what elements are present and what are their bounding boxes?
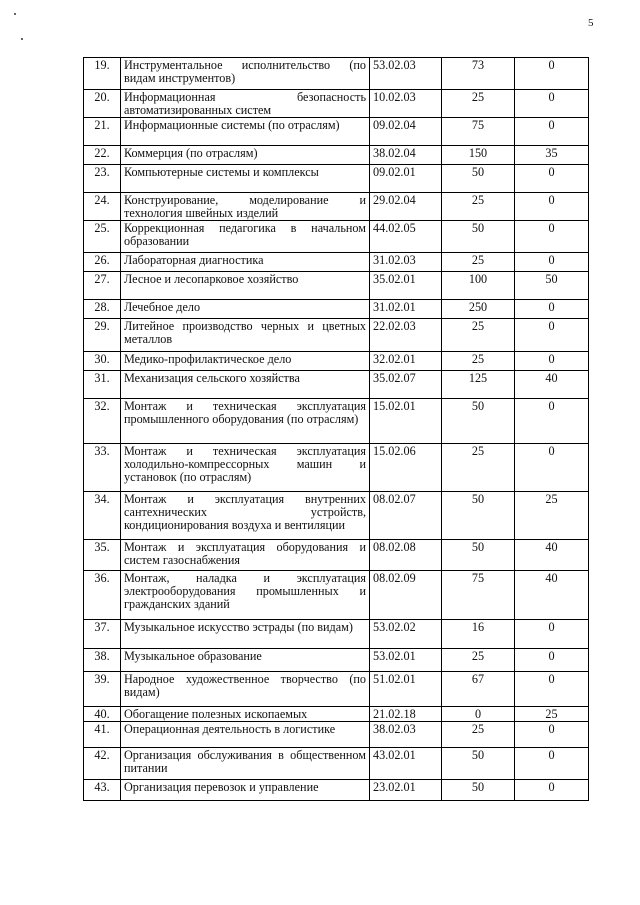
value-column-1: 0: [442, 707, 515, 722]
specialty-code: 53.02.03: [370, 58, 442, 90]
specialty-name: Медико-профилактическое дело: [121, 352, 370, 371]
value-column-2: 35: [515, 146, 589, 165]
value-column-2: 0: [515, 319, 589, 352]
specialty-name: Лечебное дело: [121, 300, 370, 319]
row-number: 42.: [84, 748, 121, 780]
specialty-code: 43.02.01: [370, 748, 442, 780]
specialty-name: Монтаж и техническая эксплуатация промышленного оборудования (по отраслям): [121, 399, 370, 444]
value-column-1: 250: [442, 300, 515, 319]
table-row: [84, 672, 589, 707]
table-row: [84, 707, 589, 722]
row-number: 34.: [84, 492, 121, 540]
value-column-1: 25: [442, 90, 515, 118]
value-column-2: 0: [515, 620, 589, 649]
specialty-code: 08.02.07: [370, 492, 442, 540]
table-row: [84, 722, 589, 748]
value-column-1: 73: [442, 58, 515, 90]
value-column-2: 0: [515, 649, 589, 672]
value-column-2: 0: [515, 352, 589, 371]
specialty-name: Народное художественное творчество (по видам): [121, 672, 370, 707]
value-column-1: 100: [442, 272, 515, 300]
specialty-name: Организация обслуживания в общественном питании: [121, 748, 370, 780]
value-column-1: 50: [442, 165, 515, 193]
specialty-name: Лабораторная диагностика: [121, 253, 370, 272]
specialty-code: 29.02.04: [370, 193, 442, 221]
table-row: [84, 253, 589, 272]
table-row: [84, 540, 589, 571]
row-number: 37.: [84, 620, 121, 649]
table-row: [84, 146, 589, 165]
row-number: 33.: [84, 444, 121, 492]
table-row: [84, 58, 589, 90]
row-number: 32.: [84, 399, 121, 444]
specialty-code: 23.02.01: [370, 780, 442, 801]
value-column-2: 0: [515, 193, 589, 221]
table-row: [84, 165, 589, 193]
value-column-1: 25: [442, 253, 515, 272]
table-row: [84, 90, 589, 118]
specialty-code: 44.02.05: [370, 221, 442, 253]
page-number: 5: [588, 17, 594, 29]
value-column-1: 25: [442, 444, 515, 492]
row-number: 39.: [84, 672, 121, 707]
table-row: [84, 319, 589, 352]
value-column-2: 0: [515, 165, 589, 193]
value-column-1: 25: [442, 319, 515, 352]
value-column-1: 25: [442, 649, 515, 672]
row-number: 27.: [84, 272, 121, 300]
table-row: [84, 649, 589, 672]
specialty-name: Организация перевозок и управление: [121, 780, 370, 801]
value-column-1: 75: [442, 118, 515, 146]
table-row: [84, 118, 589, 146]
specialty-code: 10.02.03: [370, 90, 442, 118]
row-number: 20.: [84, 90, 121, 118]
table-row: [84, 352, 589, 371]
specialty-code: 53.02.01: [370, 649, 442, 672]
value-column-1: 25: [442, 352, 515, 371]
row-number: 19.: [84, 58, 121, 90]
specialty-name: Монтаж и эксплуатация внутренних сантехнических устройств, кондиционирования воздуха и вентиляции: [121, 492, 370, 540]
table-row: [84, 272, 589, 300]
value-column-1: 67: [442, 672, 515, 707]
value-column-1: 50: [442, 399, 515, 444]
table-row: [84, 571, 589, 620]
table-row: [84, 620, 589, 649]
row-number: 25.: [84, 221, 121, 253]
value-column-2: 40: [515, 571, 589, 620]
table-row: [84, 780, 589, 801]
specialty-code: 35.02.07: [370, 371, 442, 399]
specialty-code: 31.02.01: [370, 300, 442, 319]
specialty-name: Обогащение полезных ископаемых: [121, 707, 370, 722]
value-column-1: 25: [442, 722, 515, 748]
specialty-name: Музыкальное искусство эстрады (по видам): [121, 620, 370, 649]
value-column-2: 25: [515, 707, 589, 722]
value-column-2: 40: [515, 371, 589, 399]
value-column-2: 0: [515, 90, 589, 118]
value-column-1: 75: [442, 571, 515, 620]
table-row: [84, 371, 589, 399]
row-number: 41.: [84, 722, 121, 748]
specialty-name: Коррекционная педагогика в начальном образовании: [121, 221, 370, 253]
value-column-2: 50: [515, 272, 589, 300]
specialty-code: 08.02.08: [370, 540, 442, 571]
row-number: 38.: [84, 649, 121, 672]
table-row: [84, 444, 589, 492]
value-column-2: 0: [515, 722, 589, 748]
specialty-name: Конструирование, моделирование и технология швейных изделий: [121, 193, 370, 221]
row-number: 30.: [84, 352, 121, 371]
specialty-code: 09.02.01: [370, 165, 442, 193]
specialty-code: 53.02.02: [370, 620, 442, 649]
table-row: [84, 399, 589, 444]
specialty-name: Музыкальное образование: [121, 649, 370, 672]
specialty-code: 31.02.03: [370, 253, 442, 272]
value-column-2: 40: [515, 540, 589, 571]
value-column-1: 50: [442, 540, 515, 571]
specialty-code: 38.02.03: [370, 722, 442, 748]
specialty-name: Монтаж и техническая эксплуатация холодильно-компрессорных машин и установок (по отраслям): [121, 444, 370, 492]
specialty-code: 22.02.03: [370, 319, 442, 352]
table-row: [84, 492, 589, 540]
value-column-2: 0: [515, 672, 589, 707]
row-number: 40.: [84, 707, 121, 722]
specialty-code: 09.02.04: [370, 118, 442, 146]
value-column-2: 0: [515, 399, 589, 444]
row-number: 24.: [84, 193, 121, 221]
value-column-2: 0: [515, 748, 589, 780]
table-row: [84, 300, 589, 319]
table-row: [84, 748, 589, 780]
value-column-1: 50: [442, 221, 515, 253]
specialty-name: Информационная безопасность автоматизированных систем: [121, 90, 370, 118]
specialty-name: Инструментальное исполнительство (по видам инструментов): [121, 58, 370, 90]
value-column-1: 25: [442, 193, 515, 221]
value-column-2: 25: [515, 492, 589, 540]
specialty-name: Компьютерные системы и комплексы: [121, 165, 370, 193]
row-number: 36.: [84, 571, 121, 620]
value-column-2: 0: [515, 300, 589, 319]
row-number: 23.: [84, 165, 121, 193]
row-number: 29.: [84, 319, 121, 352]
specialty-code: 21.02.18: [370, 707, 442, 722]
specialty-code: 51.02.01: [370, 672, 442, 707]
value-column-2: 0: [515, 253, 589, 272]
specialty-name: Монтаж, наладка и эксплуатация электрооборудования промышленных и гражданских зданий: [121, 571, 370, 620]
table-row: [84, 221, 589, 253]
specialty-code: 32.02.01: [370, 352, 442, 371]
table-row: [84, 193, 589, 221]
value-column-1: 125: [442, 371, 515, 399]
specialty-name: Операционная деятельность в логистике: [121, 722, 370, 748]
specialty-code: 15.02.01: [370, 399, 442, 444]
specialty-code: 38.02.04: [370, 146, 442, 165]
specialty-name: Механизация сельского хозяйства: [121, 371, 370, 399]
scan-speck: [14, 13, 16, 15]
value-column-2: 0: [515, 780, 589, 801]
row-number: 22.: [84, 146, 121, 165]
value-column-2: 0: [515, 58, 589, 90]
scan-speck: [21, 38, 23, 40]
row-number: 31.: [84, 371, 121, 399]
specialty-name: Литейное производство черных и цветных металлов: [121, 319, 370, 352]
specialty-name: Коммерция (по отраслям): [121, 146, 370, 165]
row-number: 43.: [84, 780, 121, 801]
specialties-table: [83, 57, 589, 801]
value-column-1: 16: [442, 620, 515, 649]
specialty-name: Информационные системы (по отраслям): [121, 118, 370, 146]
value-column-1: 150: [442, 146, 515, 165]
value-column-1: 50: [442, 780, 515, 801]
row-number: 35.: [84, 540, 121, 571]
value-column-2: 0: [515, 118, 589, 146]
specialty-name: Лесное и лесопарковое хозяйство: [121, 272, 370, 300]
value-column-2: 0: [515, 444, 589, 492]
row-number: 21.: [84, 118, 121, 146]
value-column-1: 50: [442, 748, 515, 780]
specialty-code: 08.02.09: [370, 571, 442, 620]
row-number: 28.: [84, 300, 121, 319]
row-number: 26.: [84, 253, 121, 272]
specialty-code: 35.02.01: [370, 272, 442, 300]
value-column-1: 50: [442, 492, 515, 540]
value-column-2: 0: [515, 221, 589, 253]
specialty-code: 15.02.06: [370, 444, 442, 492]
specialty-name: Монтаж и эксплуатация оборудования и систем газоснабжения: [121, 540, 370, 571]
